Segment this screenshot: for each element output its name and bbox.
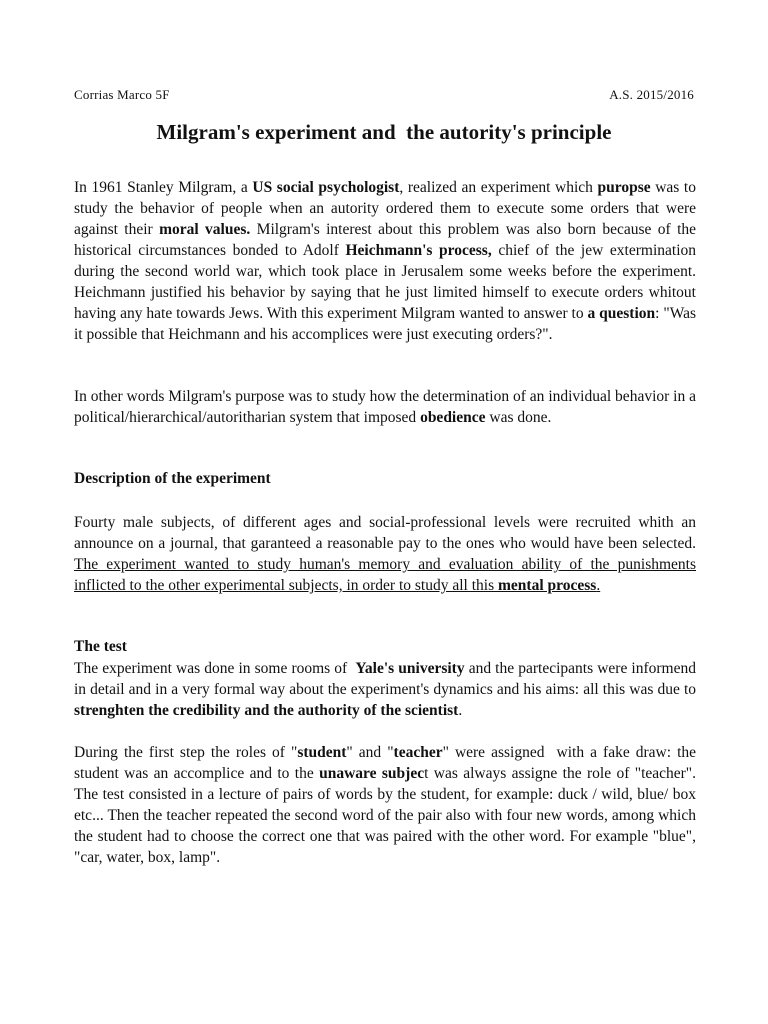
underlined-passage: The experiment wanted to study human's memory and evaluation ability of the punishments inflicted to the other experimental subjects, in order to study all this mental process.: [74, 556, 696, 594]
document-header: [74, 87, 694, 103]
heading-test: The test: [74, 638, 127, 655]
school-year: A.S. 2015/2016: [609, 87, 694, 102]
paragraph-description: Fourty male subjects, of different ages and social-professional levels were recruited whith an announce on a journal, that garanteed a reasonable pay to the ones who would have been selected. The experiment wanted to study human's memory and evaluation ability of the punishments inflicted to the other experimental subjects, in order to study all this mental process.: [74, 514, 696, 594]
paragraph-purpose: In other words Milgram's purpose was to study how the determination of an individual behavior in a political/hierarchical/autoritharian system that imposed obedience was done.: [74, 388, 696, 426]
paragraph-roles: During the first step the roles of "student" and "teacher" were assigned with a fake draw: the student was an accomplice and to the unaware subject was always assigne the role of "teacher". The test consisted in a lecture of pairs of words by the student, for example: duck / wild, blue/ box etc... Then the teacher repeated the second word of the pair also with four new words, among which the student had to choose the correct one that was paired with the other word. For example "blue", "car, water, box, lamp".: [74, 744, 700, 866]
heading-description: Description of the experiment: [74, 470, 271, 487]
paragraph-intro: In 1961 Stanley Milgram, a US social psychologist, realized an experiment which puropse was to study the behavior of people when an autority ordered them to execute some orders that were against their moral values. Milgram's interest about this problem was also born because of the historical circumstances bonded to Adolf Heichmann's process, chief of the jew extermination during the second world war, which took place in Jerusalem some weeks before the experiment. Heichmann justified his behavior by saying that he just limited himself to execute orders whitout having any hate towards Jews. With this experiment Milgram wanted to answer to a question: "Was it possible that Heichmann and his accomplices were just executing orders?".: [74, 179, 697, 343]
document-title: Milgram's experiment and the autority's principle: [156, 120, 612, 144]
paragraph-test: The experiment was done in some rooms of Yale's university and the partecipants were informend in detail and in a very formal way about the experiment's dynamics and his aims: all this was due to strenghten the credibility and the authority of the scientist.: [74, 660, 700, 719]
author-name: Corrias Marco 5F: [74, 87, 170, 102]
